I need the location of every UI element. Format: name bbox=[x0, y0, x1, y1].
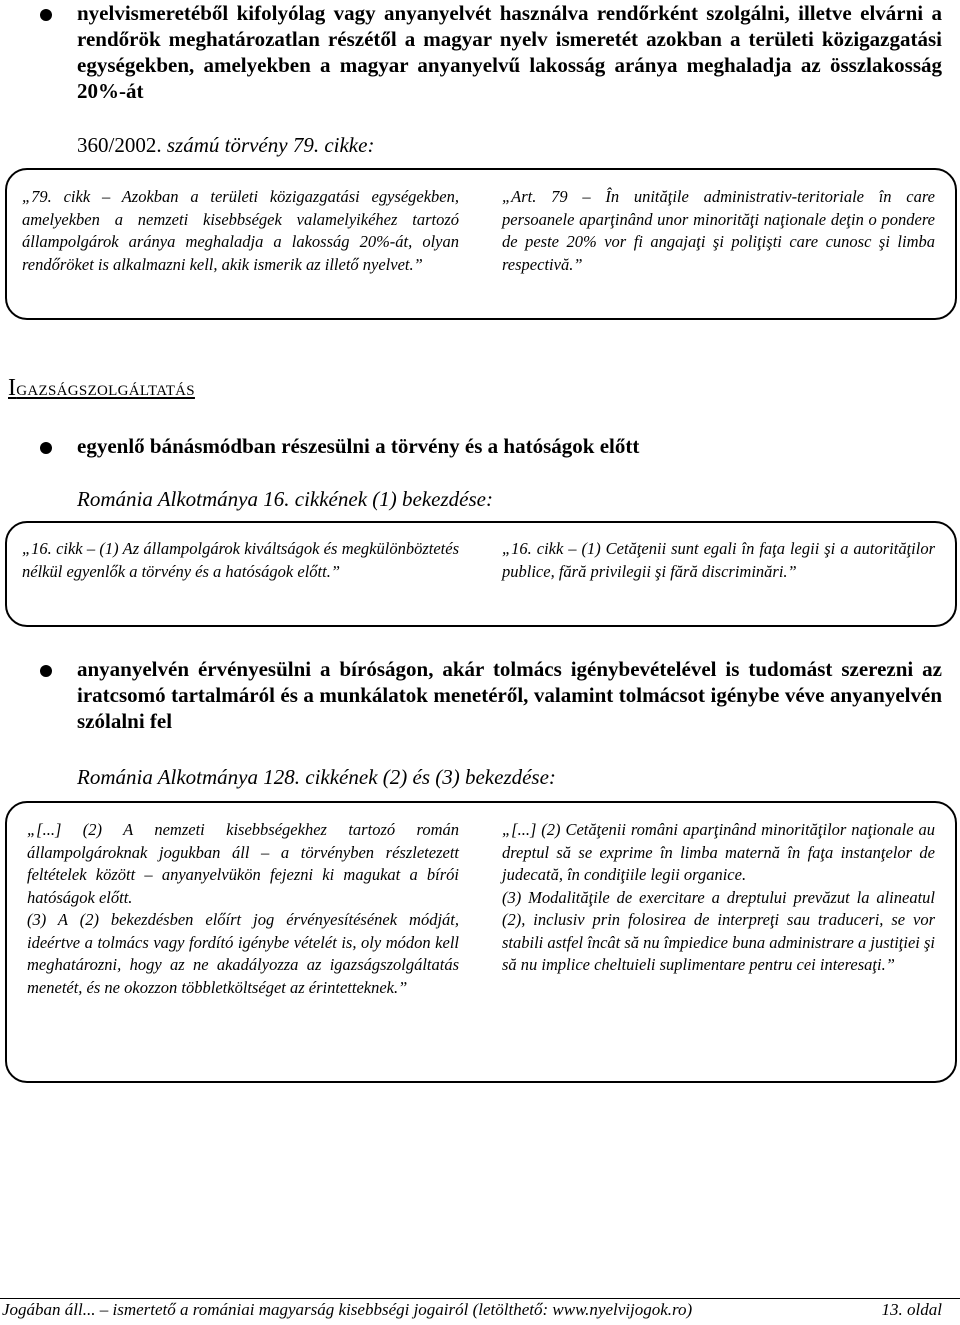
page-number: 13. oldal bbox=[881, 1300, 942, 1319]
quote-romanian: „Art. 79 – În unităţile administrativ-teritoriale în care persoanele aparţinând unor minorităţi naţionale deţin o pondere de peste 20% vor fi angajaţi şi poliţişti care cunosc şi limba respectivă.” bbox=[502, 187, 935, 274]
page-footer bbox=[0, 1298, 960, 1320]
section-heading-justice bbox=[8, 375, 195, 402]
bullet-icon bbox=[40, 665, 52, 677]
heading-initial: I bbox=[8, 375, 17, 401]
heading-rest: gazságszolgáltatás bbox=[16, 376, 195, 400]
footer-text: Jogában áll... – ismertető a romániai magyarság kisebbségi jogairól (letölthető: www.nyelvijogok.ro) bbox=[2, 1300, 693, 1319]
paragraph-3: (3) Modalităţile de exercitare a dreptului prevăzut la alineatul (2), inclusiv prin folosirea de interpreţi sau traduceri, se vor stabili astfel încât să nu împiedice buna administrare a justiţiei şi să nu implice cheltuieli suplimentare pentru cei interesaţi.” bbox=[502, 887, 935, 974]
law-citation-heading bbox=[77, 133, 374, 158]
quote-hungarian: „79. cikk – Azokban a területi közigazgatási egységekben, amelyekben a nemzeti kisebbségek valamelyikéhez tartozó állampolgárok aránya meghaladja a lakosság 20%-át, olyan rendőröket is alkalmazni kell, akik ismerik az illető nyelvet.” bbox=[22, 187, 459, 274]
law-article: számú törvény 79. cikke: bbox=[166, 133, 375, 157]
constitution-citation-16: Románia Alkotmánya 16. cikkének (1) bekezdése: bbox=[77, 487, 493, 511]
bullet-icon bbox=[40, 442, 52, 454]
paragraph-2: „[...] (2) Cetăţenii români aparţinând minorităţilor naţionale au dreptul să se exprime în limba maternă în faţa instanţelor de judecată, în condiţiile legii organice. bbox=[502, 820, 935, 884]
bullet-text-court-language: anyanyelvén érvényesülni a bíróságon, akár tolmács igénybevételével is tudomást szerezni az iratcsomó tartalmáról és a munkálatok menetéről, valamint tolmácsot igénybe véve anyanyelvén szólalni fel bbox=[77, 657, 942, 733]
law-number: 360/2002. bbox=[77, 133, 162, 157]
quote-hungarian: „16. cikk – (1) Az állampolgárok kiváltságok és megkülönböztetés nélkül egyenlők a törvény és a hatóságok előtt.” bbox=[22, 539, 459, 581]
quote-hungarian bbox=[27, 819, 459, 999]
paragraph-3: (3) A (2) bekezdésben előírt jog érvényesítésének módját, ideértve a tolmács vagy fordító igénybe vételét is, oly módon kell meghatározni, hogy az ne akadályozza az igazságszolgáltatás menetét, és ne okozzon többletköltséget az érintetteknek.” bbox=[27, 910, 459, 997]
bullet-text-equal-treatment: egyenlő bánásmódban részesülni a törvény és a hatóságok előtt bbox=[77, 434, 640, 458]
paragraph-2: „[...] (2) A nemzeti kisebbségekhez tartozó román állampolgároknak jogukban áll – a törvényben részletezett feltételek között – anyanyelvükön fejezni ki magukat a bírói hatóságok előtt. bbox=[27, 820, 459, 907]
bullet-icon bbox=[40, 9, 52, 21]
bullet-text-police-language: nyelvismeretéből kifolyólag vagy anyanyelvét használva rendőrként szolgálni, illetve elvárni a rendőrök meghatározatlan részétől a magyar nyelv ismeretét azokban a területi közigazgatási egységekben, amelyekben a magyar anyanyelvű lakosság aránya meghaladja az összlakosság 20%-át bbox=[77, 1, 942, 103]
constitution-citation-128: Románia Alkotmánya 128. cikkének (2) és (3) bekezdése: bbox=[77, 765, 556, 789]
quote-romanian: „16. cikk – (1) Cetăţenii sunt egali în faţa legii şi a autorităţilor publice, fără privilegii şi fără discriminări.” bbox=[502, 539, 935, 581]
quote-romanian bbox=[502, 819, 935, 977]
